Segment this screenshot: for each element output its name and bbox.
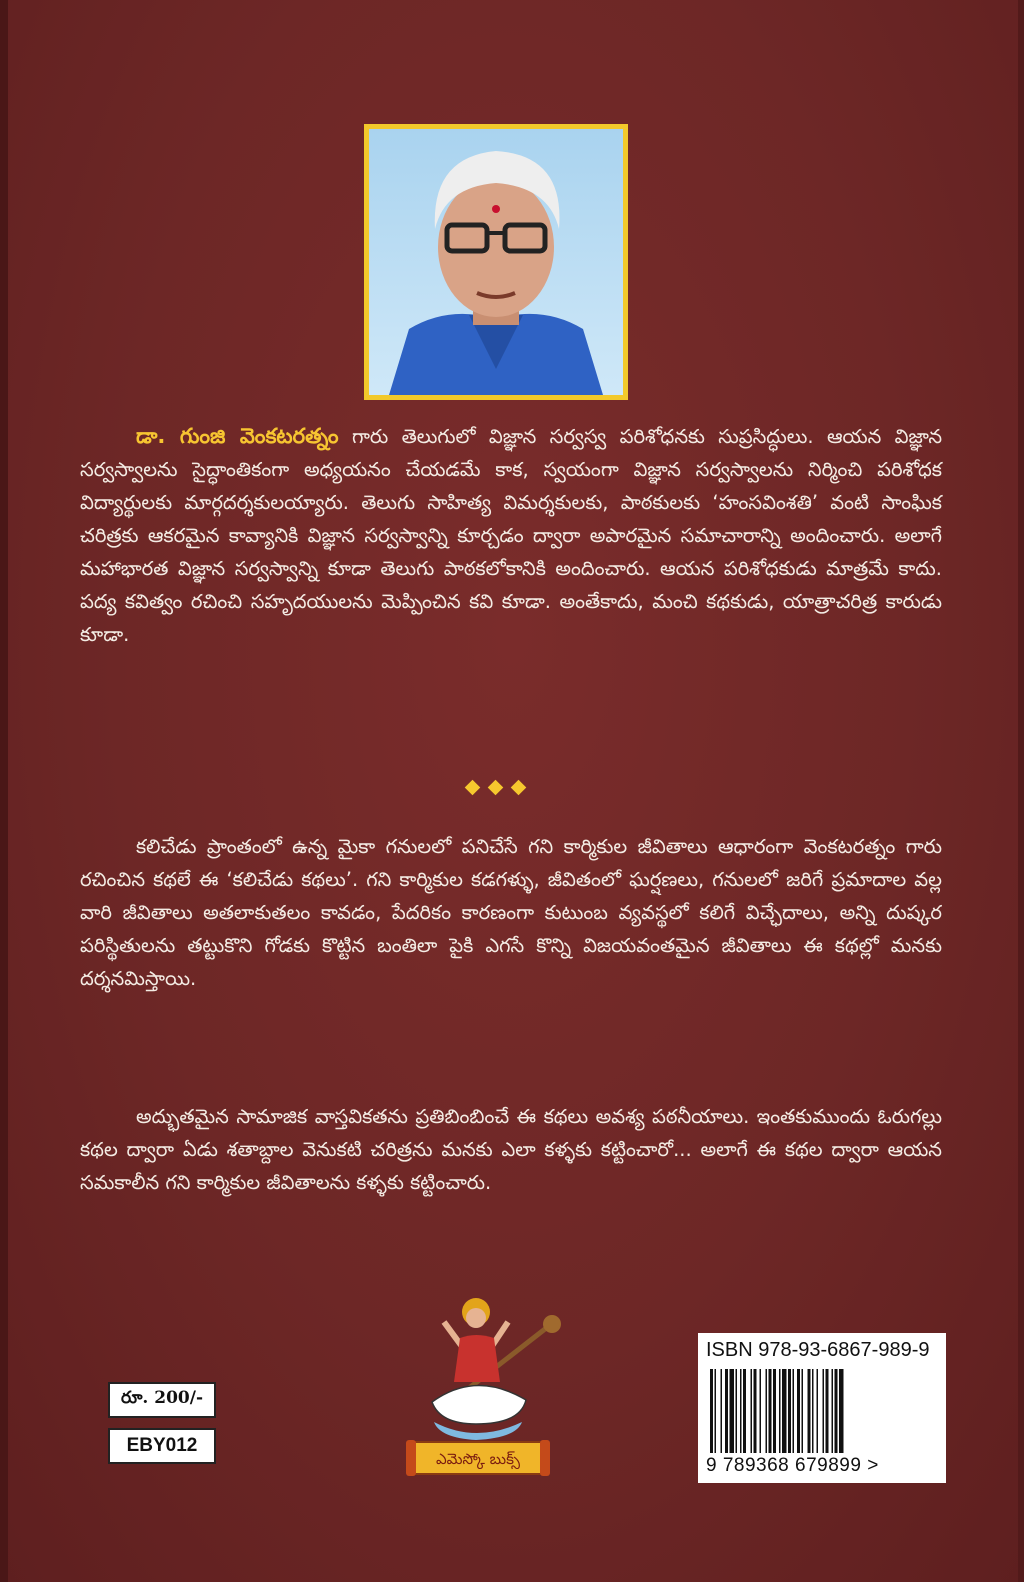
page-edge-left [0, 0, 8, 1582]
author-photo [369, 129, 623, 395]
barcode-bar [751, 1369, 753, 1453]
isbn-barcode-box [698, 1333, 946, 1483]
divider-diamond-icon [510, 780, 526, 796]
barcode-bar [710, 1369, 713, 1453]
barcode-bar [715, 1369, 717, 1453]
barcode-digits: 9 789368 679899 > [706, 1455, 879, 1476]
isbn-label: ISBN 978-93-6867-989-9 [706, 1339, 930, 1361]
barcode-bar [782, 1369, 787, 1453]
barcode-bar [826, 1369, 829, 1453]
barcode-bar [797, 1369, 800, 1453]
publisher-logo [404, 1282, 572, 1482]
barcode-bar [839, 1369, 844, 1453]
barcode-bar [721, 1369, 723, 1453]
barcode-bar [736, 1369, 738, 1453]
barcode-bar [766, 1369, 768, 1453]
book-recommendation-paragraph: అద్భుతమైన సామాజిక వాస్తవికతను ప్రతిబింబించే ఈ కథలు అవశ్య పఠనీయాలు. ఇంతకుముందు ఓరుగల్లు కథల ద్వారా ఏడు శతాబ్దాల వెనుకటి చరిత్రను మనకు ఎలా కళ్ళకు కట్టించారో... అలాగే ఈ కథల ద్వారా ఆయన సమకాలీన గని కార్మికుల జీవితాలను కళ్ళకు కట్టించారు. [80, 1105, 942, 1194]
book-code-label: EBY012 [108, 1428, 216, 1464]
saraswati-logo-icon [404, 1282, 572, 1482]
barcode-bar [832, 1369, 834, 1453]
barcode-bar [823, 1369, 825, 1453]
barcode-bar [779, 1369, 781, 1453]
barcode-bar [743, 1369, 746, 1453]
barcode-image [706, 1369, 938, 1453]
page-edge-right [1018, 0, 1024, 1582]
barcode-bar [740, 1369, 742, 1453]
barcode-bar [754, 1369, 757, 1453]
barcode-bar [773, 1369, 776, 1453]
barcode-bar [730, 1369, 735, 1453]
barcode-bar [835, 1369, 838, 1453]
barcode-bar [802, 1369, 804, 1453]
author-photo-frame [364, 124, 628, 400]
barcode-bar [812, 1369, 814, 1453]
book-description-paragraph: కలిచేడు ప్రాంతంలో ఉన్న మైకా గనులలో పనిచేసే గని కార్మికుల జీవితాలు ఆధారంగా వెంకటరత్నం గారు రచించిన కథలే ఈ ‘కలిచేడు కథలు’. గని కార్మికుల కడగళ్ళు, జీవితంలో ఘర్షణలు, గనులలో జరిగే ప్రమాదాల వల్ల వారి జీవితాలు అతలాకుతలం కావడం, పేదరికం కారణంగా కుటుంబ వ్యవస్థలో కలిగే విచ్ఛేదాలు, అన్ని దుష్కర పరిస్థితులను తట్టుకొని గోడకు కొట్టిన బంతిలా పైకి ఎగసే కొన్ని విజయవంతమైన జీవితాలు ఈ కథల్లో మనకు దర్శనమిస్తాయి. [80, 835, 942, 990]
price-label: రూ. 200/- [108, 1382, 216, 1418]
barcode-bar [817, 1369, 819, 1453]
author-name: డా. గుంజి వెంకటరత్నం [136, 424, 339, 448]
barcode-bar [760, 1369, 762, 1453]
section-divider [455, 778, 535, 798]
barcode-bar [808, 1369, 811, 1453]
barcode-bar [725, 1369, 728, 1453]
barcode-bar [788, 1369, 791, 1453]
barcode-bar [793, 1369, 795, 1453]
publisher-name: ఎమెస్కో బుక్స్ [435, 1450, 521, 1468]
barcode-bar [769, 1369, 772, 1453]
divider-diamond-icon [464, 780, 480, 796]
author-portrait-illustration [369, 129, 623, 395]
author-bio-text: గారు తెలుగులో విజ్ఞాన సర్వస్వ పరిశోధనకు సుప్రసిద్ధులు. ఆయన విజ్ఞాన సర్వస్వాలను సైద్ధాంతికంగా అధ్యయనం చేయడమే కాక, స్వయంగా విజ్ఞాన సర్వస్వాలను నిర్మించి పరిశోధక విద్యార్థులకు మార్గదర్శకులయ్యారు. తెలుగు సాహిత్య విమర్శకులకు, పాఠకులకు ‘హంసవింశతి’ వంటి సాంఘిక చరిత్రకు ఆకరమైన కావ్యానికి విజ్ఞాన సర్వస్వాన్ని కూర్చడం ద్వారా అపారమైన సమాచారాన్ని అందించారు. అలాగే మహాభారత విజ్ఞాన సర్వస్వాన్ని కూడా తెలుగు పాఠకలోకానికి అందించారు. ఆయన పరిశోధకుడు మాత్రమే కాదు. పద్య కవిత్వం రచించి సహృదయులను మెప్పించిన కవి కూడా. అంతేకాదు, మంచి కథకుడు, యాత్రాచరిత్ర కారుడు కూడా. [80, 425, 943, 646]
divider-diamond-icon [487, 780, 503, 796]
author-bio-paragraph [80, 420, 942, 651]
